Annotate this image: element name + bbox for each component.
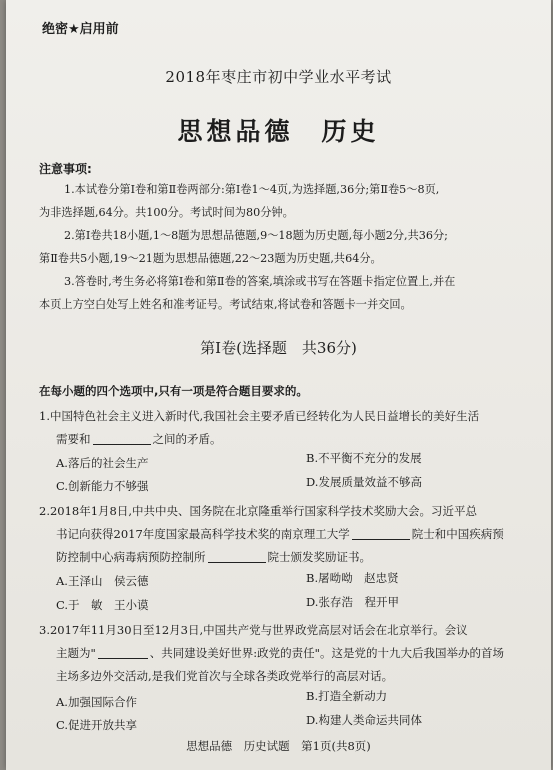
question-1-option-a: A.落后的社会生产: [56, 456, 149, 470]
stem-text: 、共同建设美好世界:政党的责任"。这是党的十九大后我国举办的首场: [149, 646, 504, 660]
exam-title: 2018年枣庄市初中学业水平考试: [165, 68, 392, 86]
note-line: 2.第Ⅰ卷共18小题,1～8题为思想品德题,9～18题为历史题,每小题2分,共36分;: [64, 229, 448, 242]
question-3-stem: 3.2017年11月30日至12月3日,中国共产党与世界政党高层对话会在北京举行。会议: [39, 623, 468, 637]
question-2-option-c: C.于 敏 王小谟: [56, 598, 149, 612]
question-3-option-b: B.打造全新动力: [306, 689, 388, 703]
question-2-stem-line2: [56, 526, 504, 542]
note-line: 为非选择题,64分。共100分。考试时间为80分钟。: [39, 206, 294, 219]
page-footer: 思想品德 历史试题 第1页(共8页): [186, 739, 371, 753]
notes-heading: 注意事项:: [39, 162, 92, 176]
answer-blank: [352, 528, 410, 540]
section-instruction: 在每小题的四个选项中,只有一项是符合题目要求的。: [39, 384, 308, 398]
question-3-stem-line2: [56, 645, 504, 661]
question-2-stem-line3: [56, 549, 371, 565]
stem-text: 书记向获得2017年度国家最高科学技术奖的南京理工大学: [56, 527, 350, 541]
subject-ideology: 思想品德: [177, 117, 294, 146]
subject-history: 历史: [321, 117, 380, 146]
question-1-option-b: B.不平衡不充分的发展: [306, 451, 422, 465]
question-1-option-d: D.发展质量效益不够高: [306, 475, 422, 489]
question-1-stem-line2: [56, 431, 222, 447]
question-3-option-c: C.促进开放共享: [56, 718, 138, 732]
question-3-option-d: D.构建人类命运共同体: [306, 713, 422, 727]
section-title: 第Ⅰ卷(选择题 共36分): [200, 339, 357, 357]
note-line: 3.答卷时,考生务必将第Ⅰ卷和第Ⅱ卷的答案,填涂或书写在答题卡指定位置上,并在: [64, 275, 456, 288]
exam-paper: [6, 0, 551, 770]
answer-blank: [98, 647, 148, 659]
question-2-stem: 2.2018年1月8日,中共中央、国务院在北京隆重举行国家科学技术奖励大会。习近平总: [39, 504, 478, 518]
stem-text: 主题为": [56, 646, 96, 660]
question-1-stem: 1.中国特色社会主义进入新时代,我国社会主要矛盾已经转化为人民日益增长的美好生活: [39, 409, 480, 423]
question-3-option-a: A.加强国际合作: [56, 695, 137, 709]
subject-title: [6, 112, 551, 148]
answer-blank: [93, 433, 151, 445]
stem-text: 院士颁发奖励证书。: [267, 550, 371, 564]
stem-text: 院士和中国疾病预: [411, 527, 504, 541]
question-1-option-c: C.创新能力不够强: [56, 479, 149, 493]
note-line: 本页上方空白处写上姓名和准考证号。考试结束,将试卷和答题卡一并交回。: [39, 298, 412, 311]
confidential-label: 绝密★启用前: [42, 22, 119, 37]
question-2-option-d: D.张存浩 程开甲: [306, 595, 399, 609]
question-2-option-a: A.王泽山 侯云德: [56, 574, 149, 588]
stem-text: 需要和: [56, 432, 91, 446]
answer-blank: [208, 551, 266, 563]
note-line: 1.本试卷分第Ⅰ卷和第Ⅱ卷两部分:第Ⅰ卷1～4页,为选择题,36分;第Ⅱ卷5～8页,: [64, 183, 440, 196]
stem-text: 防控制中心病毒病预防控制所: [56, 550, 206, 564]
question-2-option-b: B.屠呦呦 赵忠贤: [306, 571, 399, 585]
stem-text: 之间的矛盾。: [152, 432, 222, 446]
note-line: 第Ⅱ卷共5小题,19～21题为思想品德题,22～23题为历史题,共64分。: [39, 252, 382, 265]
question-3-stem-line3: 主场多边外交活动,是我们党首次与全球各类政党举行的高层对话。: [56, 669, 394, 683]
